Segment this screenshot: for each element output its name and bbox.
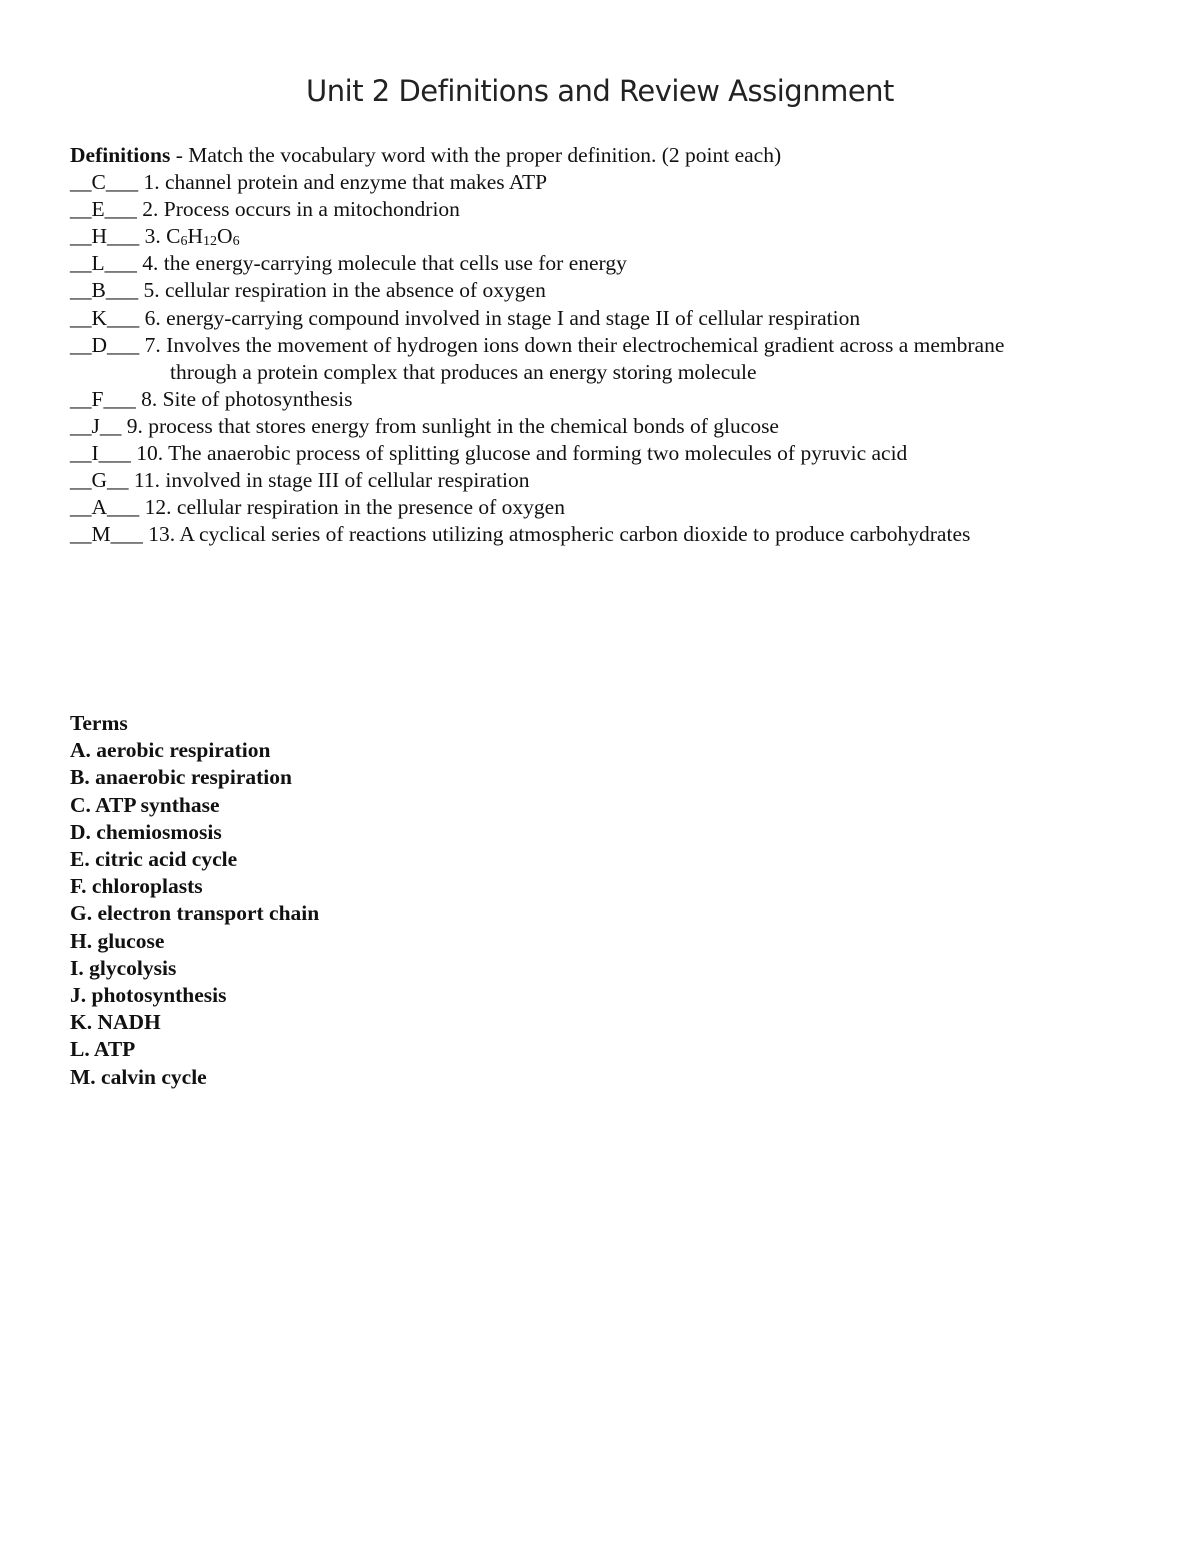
definition-row-4: [70, 250, 1160, 277]
definition-text: 5. cellular respiration in the absence of oxygen: [138, 278, 546, 303]
definition-row-2: [70, 196, 1160, 223]
answer-blank: __M___: [70, 522, 143, 547]
page-title: Unit 2 Definitions and Review Assignment: [306, 74, 894, 108]
answer-blank: __I___: [70, 441, 131, 466]
term-item: C. ATP synthase: [70, 792, 220, 817]
formula-subscript: 6: [180, 234, 188, 250]
definition-text: 2. Process occurs in a mitochondrion: [136, 197, 460, 222]
terms-heading: Terms: [70, 711, 128, 735]
instructions: [70, 142, 1160, 169]
definition-row-9: [70, 413, 1160, 440]
formula-subscript: 6: [232, 234, 240, 250]
definition-row-7: [70, 332, 1160, 359]
term-item: I. glycolysis: [70, 955, 177, 980]
instructions-text: - Match the vocabulary word with the proper definition. (2 point each): [170, 143, 782, 167]
definition-text: 7. Involves the movement of hydrogen ions down their electrochemical gradient across a membrane: [139, 332, 1005, 357]
terms-section: [70, 710, 670, 1091]
definition-row-12: [70, 494, 1160, 521]
term-item: D. chemiosmosis: [70, 819, 222, 844]
term-item: B. anaerobic respiration: [70, 765, 292, 790]
answer-blank: __K___: [70, 305, 140, 330]
answer-blank: __L___: [70, 251, 137, 276]
definition-row-13: [70, 521, 1160, 548]
formula-element: O: [217, 224, 233, 249]
formula-element: H: [187, 224, 204, 249]
term-item: K. NADH: [70, 1010, 161, 1035]
term-item: A. aerobic respiration: [70, 738, 271, 763]
term-item: H. glucose: [70, 928, 165, 953]
answer-blank: __C___: [70, 170, 139, 195]
definition-row-5: [70, 277, 1160, 304]
term-item: G. electron transport chain: [70, 901, 320, 926]
definition-text: 3. C: [139, 224, 181, 249]
answer-blank: __D___: [70, 332, 140, 357]
definition-text: 10. The anaerobic process of splitting glucose and forming two molecules of pyruvic acid: [130, 441, 908, 466]
term-item: E. citric acid cycle: [70, 847, 238, 872]
definition-text: 11. involved in stage III of cellular respiration: [128, 468, 530, 493]
definition-row-11: [70, 467, 1160, 494]
definition-text: 1. channel protein and enzyme that makes ATP: [138, 170, 548, 195]
answer-blank: __E___: [70, 197, 137, 222]
answer-blank: __F___: [70, 386, 136, 411]
definition-text: 4. the energy-carrying molecule that cells use for energy: [136, 251, 627, 276]
answer-blank: __G__: [70, 468, 129, 493]
formula-subscript: 12: [203, 234, 218, 250]
definition-row-8: [70, 386, 1160, 413]
answer-blank: __A___: [70, 495, 140, 520]
definition-text: 8. Site of photosynthesis: [135, 386, 353, 411]
instructions-label: Definitions: [70, 143, 171, 167]
definition-row-7-continuation: through a protein complex that produces an energy storing molecule: [170, 359, 757, 384]
definition-row-10: [70, 440, 1160, 467]
definition-text: 6. energy-carrying compound involved in stage I and stage II of cellular respiration: [139, 305, 861, 330]
answer-blank: __B___: [70, 278, 139, 303]
definition-row-3: [70, 223, 1160, 250]
term-item: J. photosynthesis: [70, 983, 227, 1008]
answer-blank: __J__: [70, 413, 122, 438]
definition-text: 13. A cyclical series of reactions utilizing atmospheric carbon dioxide to produce carbohydrates: [142, 522, 971, 547]
definition-text: 12. cellular respiration in the presence of oxygen: [139, 495, 565, 520]
term-item: M. calvin cycle: [70, 1064, 207, 1089]
definition-row-1: [70, 169, 1160, 196]
answer-blank: __H___: [70, 224, 140, 249]
definitions-section: [70, 142, 1160, 548]
definition-text: 9. process that stores energy from sunlight in the chemical bonds of glucose: [121, 413, 779, 438]
term-item: L. ATP: [70, 1037, 136, 1062]
term-item: F. chloroplasts: [70, 874, 203, 899]
definition-row-6: [70, 305, 1160, 332]
